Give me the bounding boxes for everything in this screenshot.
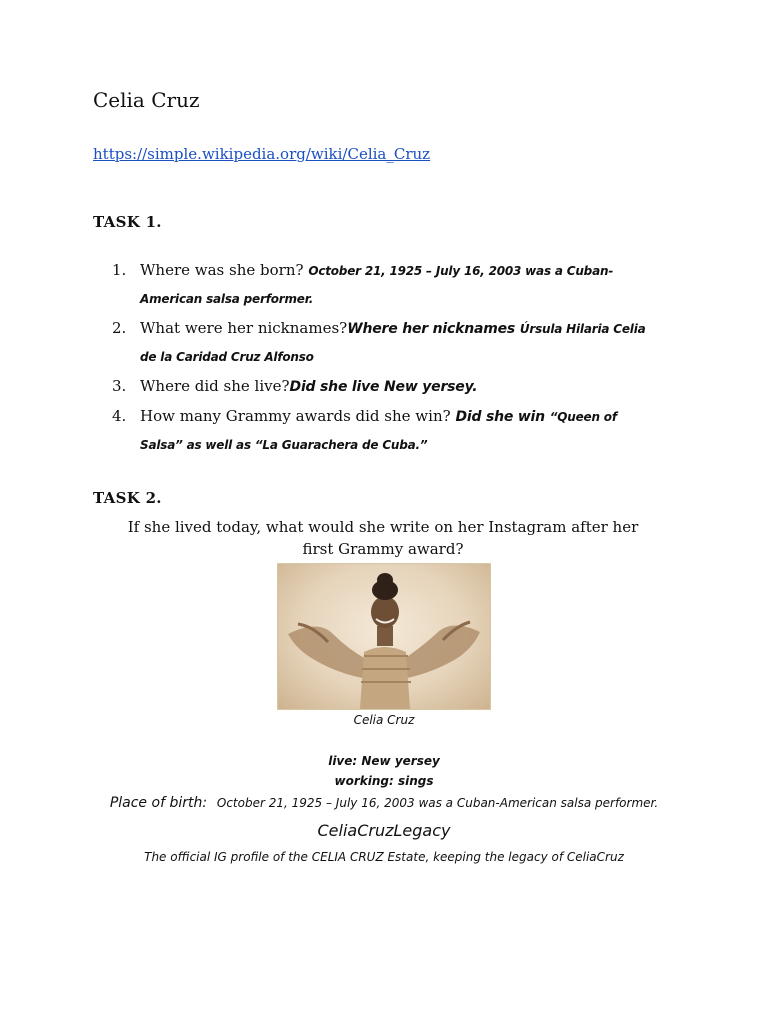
question-item [112,315,657,371]
question-text: Where was she born? [140,261,304,279]
answer-lead-text: Did she win [455,409,545,425]
question-item [112,257,657,313]
answer-text: “Queen of Salsa” as well as “La Guarachera de Cuba.” [140,410,617,452]
live-line: live: New yersey [328,754,440,768]
photo-caption: Celia Cruz [353,713,415,727]
question-number: 1. [112,261,127,279]
task-2-heading: TASK 2. [93,489,162,507]
question-item [112,373,657,401]
page-title: Celia Cruz [93,88,200,112]
answer-text: Úrsula Hilaria Celia de la Caridad Cruz Alfonso [140,322,646,364]
question-text: Where did she live? [140,377,290,395]
task-2-prompt: If she lived today, what would she write on her Instagram after her first Grammy award? [127,518,639,558]
place-of-birth-line [0,795,768,811]
question-number: 4. [112,407,127,425]
question-number: 2. [112,319,127,337]
question-text: What were her nicknames? [140,319,348,337]
task-1-question-list [112,257,657,461]
performer-illustration [278,564,490,709]
question-text: How many Grammy awards did she win? [140,407,451,425]
working-line: working: sings [334,774,434,788]
wikipedia-link[interactable]: https://simple.wikipedia.org/wiki/Celia_Cruz [93,145,431,163]
answer-text: Did she live New yersey. [289,379,478,395]
answer-text: October 21, 1925 – July 16, 2003 was a Cuban-American salsa performer. [140,264,614,306]
question-item [112,403,657,459]
instagram-profile-name: CeliaCruzLegacy [317,821,451,840]
answer-lead-text: Where her nicknames [347,321,516,337]
place-of-birth-label: Place of birth: [109,795,208,811]
question-number: 3. [112,377,127,395]
instagram-profile-bio: The official IG profile of the CELIA CRUZ Estate, keeping the legacy of CeliaCruz [144,850,624,864]
place-of-birth-value: October 21, 1925 – July 16, 2003 was a Cuban-American salsa performer. [216,796,659,810]
task-1-heading: TASK 1. [93,213,162,231]
celia-cruz-photo [278,564,490,709]
